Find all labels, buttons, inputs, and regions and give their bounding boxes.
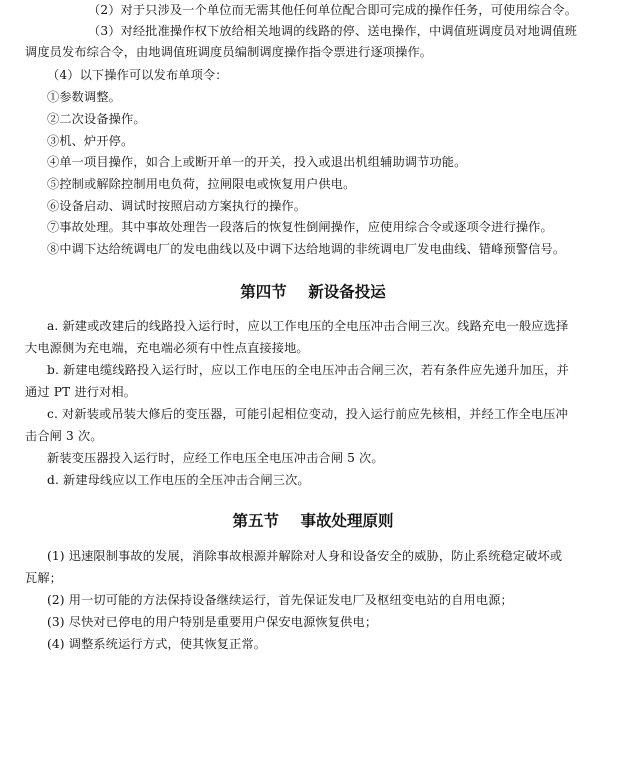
paragraph-b-line-2: 通过 PT 进行对相。 [25,385,137,399]
principle-1-line-1: (1) 迅速限制事故的发展，消除事故根源并解除对人身和设备安全的威胁，防止系统稳定破坏或 [47,549,563,563]
paragraph-a-line-1: a. 新建或改建后的线路投入运行时，应以工作电压的全电压冲击合闸三次。线路充电一般应选择 [47,319,569,333]
principle-3: (3) 尽快对已停电的用户特别是重要用户保安电源恢复供电； [47,615,378,629]
list-item: ⑧中调下达给统调电厂的发电曲线以及中调下达给地调的非统调电厂发电曲线、错峰预警信号。 [47,242,566,256]
list-item: ②二次设备操作。 [47,112,146,126]
list-item: ④单一项目操作，如合上或断开单一的开关，投入或退出机组辅助调节功能。 [47,155,467,169]
paragraph-b-line-1: b. 新建电缆线路投入运行时，应以工作电压的全电压冲击合闸三次，若有条件应先递升加压，并 [47,363,569,377]
list-item: ⑦事故处理。其中事故处理告一段落后的恢复性倒闸操作，应使用综合令或逐项令进行操作。 [47,220,553,234]
paragraph-2: （2）对于只涉及一个单位而无需其他任何单位配合即可完成的操作任务，可使用综合令。 [88,3,578,17]
principle-1-line-2: 瓦解； [25,571,63,585]
section-5-heading: 第五节 事故处理原则 [232,512,394,530]
section-4-heading: 第四节 新设备投运 [240,283,386,301]
principle-2: (2) 用一切可能的方法保持设备继续运行，首先保证发电厂及枢纽变电站的自用电源； [47,593,513,607]
list-item: ⑥设备启动、调试时按照启动方案执行的操作。 [47,199,307,213]
paragraph-c-line-3: 新装变压器投入运行时，应经工作电压全电压冲击合闸 5 次。 [47,451,384,465]
principle-4: (4) 调整系统运行方式，使其恢复正常。 [47,637,267,651]
list-item: ③机、炉开停。 [47,134,134,148]
paragraph-3-line-2: 调度员发布综合令，由地调值班调度员编制调度操作指令票进行逐项操作。 [25,45,433,59]
paragraph-c-line-2: 击合闸 3 次。 [25,429,103,443]
paragraph-3-line-1: （3）对经批准操作权下放给相关地调的线路的停、送电操作，中调值班调度员对地调值班 [88,24,578,38]
paragraph-c-line-1: c. 对新装或吊装大修后的变压器，可能引起相位变动，投入运行前应先核相，并经工作全电压冲 [47,407,568,421]
paragraph-4: （4）以下操作可以发布单项令： [47,68,228,82]
list-item: ①参数调整。 [47,90,122,104]
paragraph-d: d. 新建母线应以工作电压的全压冲击合闸三次。 [47,473,310,487]
list-item: ⑤控制或解除控制用电负荷，拉闸限电或恢复用户供电。 [47,177,356,191]
paragraph-a-line-2: 大电源侧为充电端，充电端必须有中性点直接接地。 [25,341,309,355]
